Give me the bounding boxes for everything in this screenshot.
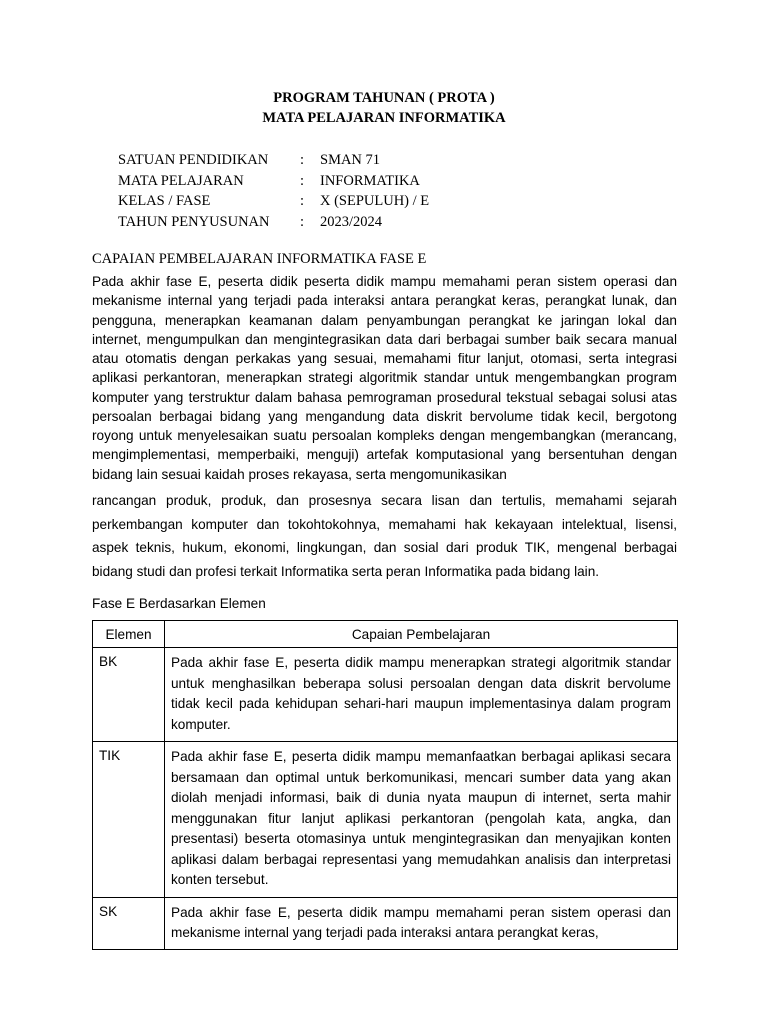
table-row bbox=[93, 897, 678, 949]
capaian-paragraph-2: rancangan produk, produk, dan prosesnya secara lisan dan tertulis, memahami sejarah perkembangan komputer dan tokohtokohnya, memahami hak kekayaan intelektual, lisensi, aspek teknis, hukum, ekonomi, lingkungan, dan sosial dari produk TIK, mengenal berbagai bidang studi dan profesi terkait Informatika serta peran Informatika pada bidang lain. bbox=[92, 493, 677, 579]
capaian-text-clip: Pada akhir fase E, peserta didik mampu memahami peran sistem operasi dan mekanisme internal yang terjadi pada interaksi antara perangkat keras, bbox=[171, 904, 671, 940]
elemen-code-cell: BK bbox=[93, 648, 165, 742]
table-row bbox=[93, 742, 678, 898]
meta-value: INFORMATIKA bbox=[320, 172, 420, 189]
identity-block bbox=[118, 150, 429, 232]
document-subtitle: MATA PELAJARAN INFORMATIKA bbox=[262, 110, 506, 126]
meta-colon: : bbox=[300, 172, 305, 189]
meta-value: X (SEPULUH) / E bbox=[320, 193, 430, 209]
meta-label: KELAS / FASE bbox=[118, 193, 211, 209]
elemen-code-cell: SK bbox=[93, 897, 165, 949]
column-header-capaian: Capaian Pembelajaran bbox=[165, 621, 678, 648]
capaian-text-cell bbox=[165, 897, 678, 949]
elemen-code-cell: TIK bbox=[93, 742, 165, 898]
meta-row-satuan-pendidikan bbox=[118, 150, 429, 171]
elemen-table bbox=[92, 620, 678, 950]
meta-label: TAHUN PENYUSUNAN bbox=[118, 213, 270, 230]
meta-row-kelas-fase bbox=[118, 191, 429, 212]
column-header-elemen: Elemen bbox=[93, 621, 165, 648]
capaian-text-cell: Pada akhir fase E, peserta didik mampu menerapkan strategi algoritmik standar untuk menghasilkan beberapa solusi persoalan dengan data diskrit bervolume tidak kecil pada kehidupan sehari-hari maupun implementasinya dalam program komputer. bbox=[165, 648, 678, 742]
meta-row-tahun-penyusunan bbox=[118, 212, 429, 233]
meta-label: SATUAN PENDIDIKAN bbox=[118, 152, 269, 168]
document-title: PROGRAM TAHUNAN ( PROTA ) bbox=[273, 90, 495, 106]
capaian-heading: CAPAIAN PEMBELAJARAN INFORMATIKA FASE E bbox=[92, 251, 427, 267]
meta-colon: : bbox=[300, 152, 305, 168]
table-header-row bbox=[93, 621, 678, 648]
elemen-section-title: Fase E Berdasarkan Elemen bbox=[92, 596, 266, 611]
meta-row-mata-pelajaran bbox=[118, 171, 429, 192]
meta-value: 2023/2024 bbox=[320, 213, 383, 230]
meta-colon: : bbox=[300, 193, 305, 209]
capaian-text-cell: Pada akhir fase E, peserta didik mampu memanfaatkan berbagai aplikasi secara bersamaan dan optimal untuk berkomunikasi, mencari sumber data yang akan diolah menjadi informasi, baik di dunia nyata maupun di internet, serta mahir menggunakan fitur lanjut aplikasi perkantoran (pengolah kata, angka, dan presentasi) beserta otomasinya untuk mengintegrasikan dan menyajikan konten aplikasi dalam berbagai representasi yang memudahkan analisis dan interpretasi konten tersebut. bbox=[165, 742, 678, 898]
meta-label: MATA PELAJARAN bbox=[118, 172, 244, 189]
meta-colon: : bbox=[300, 213, 305, 230]
capaian-paragraph-1: Pada akhir fase E, peserta didik peserta didik mampu memahami peran sistem operasi dan mekanisme internal yang terjadi pada interaksi antara perangkat keras, perangkat lunak, dan pengguna, menerapkan keamanan dalam penyambungan perangkat ke jaringan lokal dan internet, mengumpulkan dan mengintegrasikan data dari berbagai sumber baik secara manual atau otomatis dengan perkakas yang sesuai, memahami fitur lanjut, otomasi, serta integrasi aplikasi perkantoran, menerapkan strategi algoritmik standar untuk mengembangkan program komputer yang terstruktur dalam bahasa pemrograman prosedural tekstual sebagai solusi atas persoalan berbagai bidang yang mengandung data diskrit bervolume tidak kecil, bergotong royong untuk menyelesaikan suatu persoalan kompleks dengan mengembangkan (merancang, mengimplementasi, memperbaiki, menguji) artefak komputasional yang bersentuhan dengan bidang lain sesuai kaidah proses rekayasa, serta mengomunikasikan bbox=[92, 274, 677, 482]
meta-value: SMAN 71 bbox=[320, 152, 381, 168]
table-row bbox=[93, 648, 678, 742]
